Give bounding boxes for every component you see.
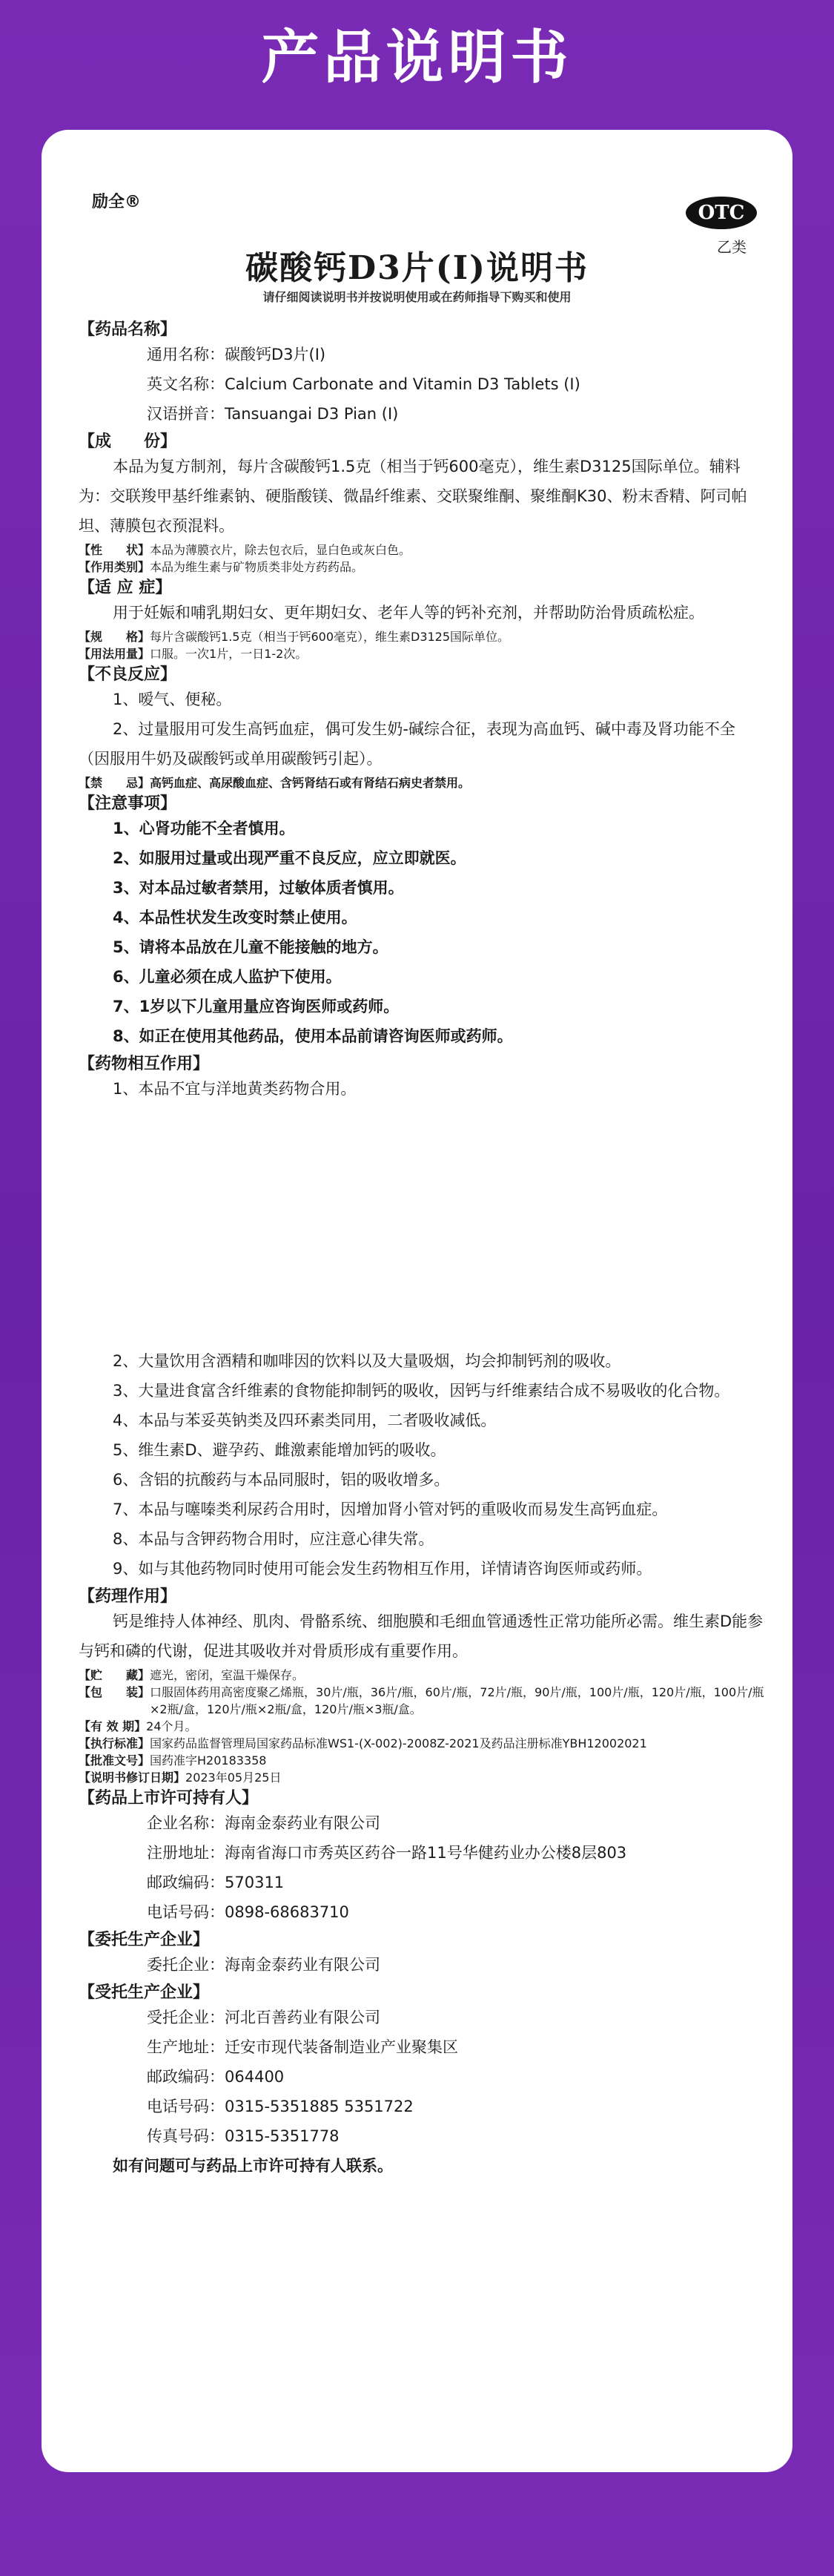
mah-line: 注册地址：海南省海口市秀英区药谷一路11号华健药业办公楼8层803 (147, 1844, 627, 1862)
precaution-line: 3、对本品过敏者禁用，过敏体质者慎用。 (113, 879, 404, 897)
validity-text: 24个月。 (146, 1719, 197, 1733)
otc-badge: OTC (686, 197, 757, 229)
composition-text: 本品为复方制剂，每片含碳酸钙1.5克（相当于钙600毫克），维生素D3125国际单位。辅料为：交联羧甲基纤维素钠、硬脂酸镁、微晶纤维素、交联聚维酮、聚维酮K30、粉末香精、阿司帕坦、薄膜包衣预混料。 (79, 458, 747, 535)
section-upper (79, 317, 764, 1104)
mah-line: 邮政编码：570311 (147, 1874, 285, 1891)
indication-text: 用于妊娠和哺乳期妇女、更年期妇女、老年人等的钙补充剂，并帮助防治骨质疏松症。 (113, 604, 704, 622)
adverse-line: 1、嗳气、便秘。 (113, 691, 232, 708)
spec-text: 每片含碳酸钙1.5克（相当于钙600毫克），维生素D3125国际单位。 (150, 630, 510, 644)
interaction-line: 2、大量饮用含酒精和咖啡因的饮料以及大量吸烟，均会抑制钙剂的吸收。 (113, 1352, 621, 1370)
client-line: 委托企业：海南金泰药业有限公司 (147, 1956, 380, 1974)
drug-name-line: 汉语拼音：Tansuangai D3 Pian (I) (147, 405, 399, 423)
interaction-line: 4、本品与苯妥英钠类及四环素类同用，二者吸收减低。 (113, 1411, 497, 1429)
property-text: 本品为薄膜衣片，除去包衣后，显白色或灰白色。 (150, 543, 411, 557)
category-text: 本品为维生素与矿物质类非处方药药品。 (150, 560, 364, 574)
heading-client: 【委托生产企业】 (79, 1931, 210, 1949)
precaution-line: 7、1岁以下儿童用量应咨询医师或药师。 (113, 998, 400, 1015)
heading-package: 【包 装】 (79, 1685, 150, 1699)
brand-logo: 励全® (92, 193, 142, 211)
heading-property: 【性 状】 (79, 543, 150, 557)
mah-line: 企业名称：海南金泰药业有限公司 (147, 1814, 380, 1832)
manufacturer-line: 邮政编码：064400 (147, 2068, 285, 2086)
manufacturer-line: 生产地址：迁安市现代装备制造业产业聚集区 (147, 2038, 458, 2056)
heading-revision: 【说明书修订日期】 (79, 1770, 186, 1785)
interaction-line: 7、本品与噻嗪类利尿药合用时，因增加肾小管对钙的重吸收而易发生高钙血症。 (113, 1501, 668, 1518)
heading-precautions: 【注意事项】 (79, 794, 177, 813)
heading-indication: 【适 应 症】 (79, 579, 172, 597)
document-title: 碳酸钙D3片(I)说明书 (245, 249, 589, 287)
heading-spec: 【规 格】 (79, 630, 150, 644)
manufacturer-line: 受托企业：河北百善药业有限公司 (147, 2009, 380, 2026)
heading-mah: 【药品上市许可持有人】 (79, 1789, 259, 1808)
heading-approval: 【批准文号】 (79, 1753, 150, 1768)
manufacturer-line: 传真号码：0315-5351778 (147, 2127, 340, 2145)
drug-name-line: 英文名称：Calcium Carbonate and Vitamin D3 Tablets (I) (147, 375, 580, 393)
heading-composition: 【成 份】 (79, 432, 177, 451)
precaution-line: 4、本品性状发生改变时禁止使用。 (113, 909, 357, 926)
instruction-card (42, 130, 792, 2472)
heading-standard: 【执行标准】 (79, 1736, 150, 1750)
manufacturer-line: 电话号码：0315-5351885 5351722 (147, 2098, 414, 2115)
precaution-line: 6、儿童必须在成人监护下使用。 (113, 968, 342, 986)
heading-pharmacology: 【药理作用】 (79, 1587, 177, 1606)
section-lower (79, 1346, 764, 2181)
usage-text: 口服。一次1片，一日1-2次。 (150, 647, 308, 661)
heading-drug-name: 【药品名称】 (79, 320, 177, 339)
heading-adverse: 【不良反应】 (79, 665, 177, 684)
precaution-line: 1、心肾功能不全者慎用。 (113, 820, 295, 837)
precaution-line: 2、如服用过量或出现严重不良反应，应立即就医。 (113, 849, 466, 867)
precaution-line: 5、请将本品放在儿童不能接触的地方。 (113, 938, 388, 956)
interaction-line: 3、大量进食富含纤维素的食物能抑制钙的吸收，因钙与纤维素结合成不易吸收的化合物。 (113, 1382, 730, 1400)
interaction-line: 9、如与其他药物同时使用可能会发生药物相互作用，详情请咨询医师或药师。 (113, 1560, 652, 1578)
pharmacology-text: 钙是维持人体神经、肌肉、骨骼系统、细胞膜和毛细血管通透性正常功能所必需。维生素D能参与钙和磷的代谢，促进其吸收并对骨质形成有重要作用。 (79, 1613, 764, 1660)
heading-storage: 【贮 藏】 (79, 1668, 150, 1682)
standard-text: 国家药品监督管理局国家药品标准WS1-(X-002)-2008Z-2021及药品注册标准YBH12002021 (150, 1736, 647, 1750)
interaction-line: 8、本品与含钾药物合用时，应注意心律失常。 (113, 1530, 434, 1548)
precaution-line: 8、如正在使用其他药品，使用本品前请咨询医师或药师。 (113, 1027, 513, 1045)
approval-text: 国药准字H20183358 (150, 1753, 267, 1768)
mah-line: 电话号码：0898-68683710 (147, 1903, 349, 1921)
revision-text: 2023年05月25日 (185, 1770, 282, 1785)
otc-class: 乙类 (717, 238, 747, 256)
adverse-line: 2、过量服用可发生高钙血症，偶可发生奶-碱综合征，表现为高血钙、碱中毒及肾功能不全（因服用牛奶及碳酸钙或单用碳酸钙引起）。 (79, 720, 735, 768)
storage-text: 遮光，密闭，室温干燥保存。 (150, 1668, 305, 1682)
heading-interactions: 【药物相互作用】 (79, 1055, 210, 1073)
interaction-line: 1、本品不宜与洋地黄类药物合用。 (113, 1080, 357, 1098)
interaction-line: 6、含铝的抗酸药与本品同服时，铝的吸收增多。 (113, 1471, 450, 1489)
contraindication-text: 高钙血症、高尿酸血症、含钙肾结石或有肾结石病史者禁用。 (150, 776, 471, 790)
document-subtitle: 请仔细阅读说明书并按说明使用或在药师指导下购买和使用 (262, 290, 572, 304)
page-title: 产品说明书 (261, 24, 573, 91)
heading-usage: 【用法用量】 (79, 647, 150, 661)
interaction-line: 5、维生素D、避孕药、雌激素能增加钙的吸收。 (113, 1441, 446, 1459)
heading-category: 【作用类别】 (79, 560, 150, 574)
heading-validity: 【有 效 期】 (79, 1719, 147, 1733)
heading-manufacturer: 【受托生产企业】 (79, 1983, 210, 2002)
drug-name-line: 通用名称：碳酸钙D3片(I) (147, 346, 326, 363)
package-text: 口服固体药用高密度聚乙烯瓶，30片/瓶，36片/瓶，60片/瓶，72片/瓶，90片/瓶，100片/瓶，120片/瓶，100片/瓶×2瓶/盒，120片/瓶×2瓶/盒，120片/瓶×3瓶/盒。 (150, 1685, 764, 1716)
footer-note: 如有问题可与药品上市许可持有人联系。 (113, 2157, 393, 2175)
heading-contraindication: 【禁 忌】 (79, 776, 150, 790)
